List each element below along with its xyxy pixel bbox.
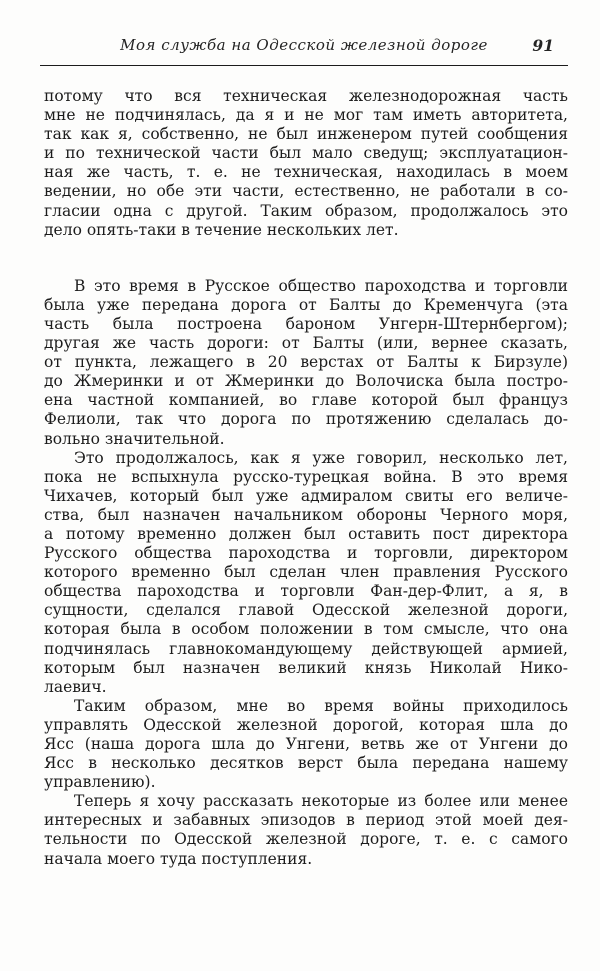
text-line: которая была в особом положении в том смысле, что она <box>44 620 568 639</box>
text-line: ная же часть, т. е. не техническая, находилась в моем <box>44 163 568 182</box>
page-body <box>44 87 568 869</box>
text-line: вольно значительной. <box>44 429 225 448</box>
text-line: до Жмеринки и от Жмеринки до Волочиска была постро- <box>44 372 568 391</box>
paragraph <box>44 277 568 449</box>
text-line: подчинялась главнокомандующему действующей армией, <box>44 639 568 658</box>
text-line: и по технической части был мало сведущ; эксплуатацион- <box>44 144 568 163</box>
text-line: так как я, собственно, не был инженером путей сообщения <box>44 125 568 144</box>
running-title: Моя служба на Одесской железной дороге <box>120 36 488 54</box>
text-line: В это время в Русское общество пароходства и торговли <box>74 276 568 295</box>
paragraph <box>44 87 568 240</box>
text-line: пока не вспыхнула русско-турецкая война. В это время <box>44 467 568 486</box>
paragraph <box>44 792 568 868</box>
text-line: другая же часть дороги: от Балты (или, вернее сказать, <box>44 334 568 353</box>
paragraph <box>44 697 568 792</box>
text-line: интересных и забавных эпизодов в период этой моей дея- <box>44 811 568 830</box>
text-line: управлению). <box>44 773 156 792</box>
paragraph <box>44 449 568 697</box>
text-line: мне не подчинялась, да я и не мог там иметь авторитета, <box>44 106 568 125</box>
text-line: Русского общества пароходства и торговли, директором <box>44 544 568 563</box>
text-line: Чихачев, который был уже адмиралом свиты его величе- <box>44 486 568 505</box>
text-line: Фелиоли, так что дорога по протяжению сделалась до- <box>44 410 568 429</box>
text-line: лаевич. <box>44 677 107 696</box>
text-line: сущности, сделался главой Одесской железной дороги, <box>44 601 568 620</box>
text-line: часть была построена бароном Унгерн-Штернбергом); <box>44 314 568 333</box>
text-line: управлять Одесской железной дорогой, которая шла до <box>44 715 568 734</box>
text-line: Ясс в несколько десятков верст была передана нашему <box>44 754 568 773</box>
text-line: начала моего туда поступления. <box>44 849 313 868</box>
text-line: от пункта, лежащего в 20 верстах от Балты к Бирзуле) <box>44 353 568 372</box>
text-line: потому что вся техническая железнодорожная часть <box>44 87 568 105</box>
text-line: Теперь я хочу рассказать некоторые из более или менее <box>74 792 568 811</box>
text-line: которым был назначен великий князь Николай Нико- <box>44 658 568 677</box>
text-line: была уже передана дорога от Балты до Кременчуга (эта <box>44 295 568 314</box>
text-line: ена частной компанией, во главе которой был француз <box>44 391 568 410</box>
text-line: гласии одна с другой. Таким образом, продолжалось это <box>44 201 568 220</box>
text-line: ведении, но обе эти части, естественно, не работали в со- <box>44 182 568 201</box>
text-line: а потому временно должен был оставить пост директора <box>44 524 568 543</box>
text-line: ства, был назначен начальником обороны Черного моря, <box>44 505 568 524</box>
text-line: Ясс (наша дорога шла до Унгени, ветвь же от Унгени до <box>44 735 568 753</box>
text-line: дело опять-таки в течение нескольких лет. <box>44 220 399 239</box>
page-number: 91 <box>532 36 554 55</box>
text-line: которого временно был сделан член правления Русского <box>44 563 568 582</box>
text-line: общества пароходства и торговли Фан-дер-Флит, а я, в <box>44 582 568 601</box>
text-line: тельности по Одесской железной дороге, т. е. с самого <box>44 830 568 849</box>
text-line: Это продолжалось, как я уже говорил, несколько лет, <box>74 448 568 467</box>
text-line: Таким образом, мне во время войны приходилось <box>74 696 568 715</box>
running-head <box>40 36 568 66</box>
